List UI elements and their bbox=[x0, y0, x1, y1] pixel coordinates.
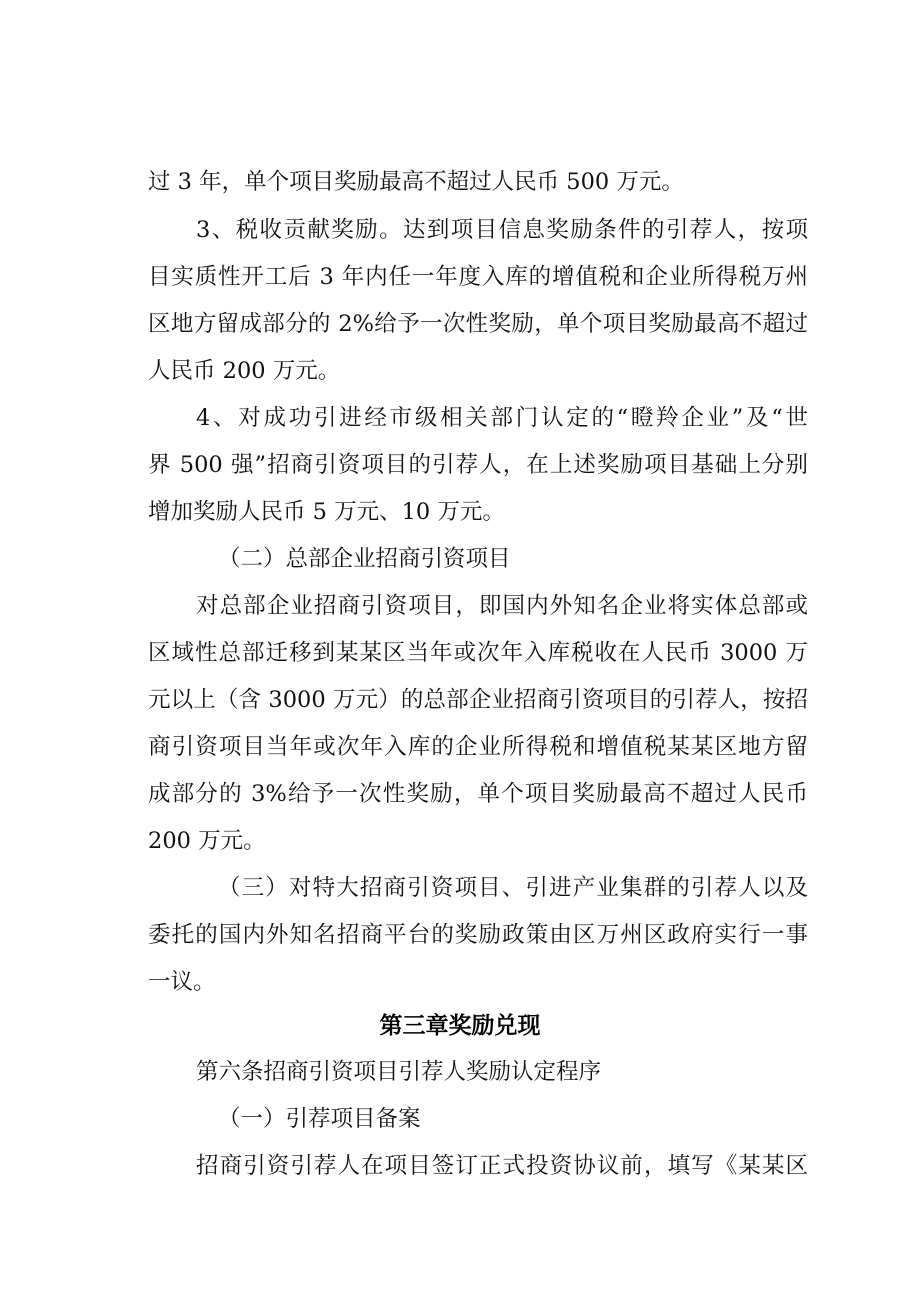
text-line-11: 区域性总部迁移到某某区当年或次年入库税收在人民币 3000 万 bbox=[148, 640, 808, 666]
text-line-18: 一议。 bbox=[148, 969, 216, 995]
text-line-3: 目实质性开工后 3 年内任一年度入库的增值税和企业所得税万州 bbox=[148, 264, 808, 290]
text-line-17: 委托的国内外知名招商平台的奖励政策由区万州区政府实行一事 bbox=[148, 922, 808, 948]
text-line-12: 元以上（含 3000 万元）的总部企业招商引资项目的引荐人，按招 bbox=[148, 687, 808, 713]
text-line-1: 过 3 年，单个项目奖励最高不超过人民币 500 万元。 bbox=[148, 169, 684, 195]
text-line-15: 200 万元。 bbox=[148, 828, 266, 854]
text-line-4: 区地方留成部分的 2%给予一次性奖励，单个项目奖励最高不超过 bbox=[148, 311, 808, 337]
text-line-5: 人民币 200 万元。 bbox=[148, 358, 341, 384]
text-line-10: 对总部企业招商引资项目，即国内外知名企业将实体总部或 bbox=[196, 593, 808, 619]
text-line-6: 4、对成功引进经市级相关部门认定的“瞪羚企业”及“世 bbox=[196, 405, 808, 431]
sub-heading-1: （一）引荐项目备案 bbox=[218, 1106, 421, 1132]
section-heading-2: （二）总部企业招商引资项目 bbox=[218, 546, 511, 572]
text-line-22: 招商引资引荐人在项目签订正式投资协议前，填写《某某区 bbox=[196, 1153, 808, 1179]
text-line-14: 成部分的 3%给予一次性奖励，单个项目奖励最高不超过人民币 bbox=[148, 781, 808, 807]
text-line-16: （三）对特大招商引资项目、引进产业集群的引荐人以及 bbox=[218, 875, 808, 901]
text-line-8: 增加奖励人民币 5 万元、10 万元。 bbox=[148, 499, 505, 525]
chapter-heading: 第三章奖励兑现 bbox=[379, 1013, 541, 1039]
text-line-13: 商引资项目当年或次年入库的企业所得税和增值税某某区地方留 bbox=[148, 734, 808, 760]
text-line-7: 界 500 强”招商引资项目的引荐人，在上述奖励项目基础上分别 bbox=[148, 452, 808, 478]
text-line-2: 3、税收贡献奖励。达到项目信息奖励条件的引荐人，按项 bbox=[196, 217, 808, 243]
article-heading: 第六条招商引资项目引荐人奖励认定程序 bbox=[196, 1059, 602, 1085]
